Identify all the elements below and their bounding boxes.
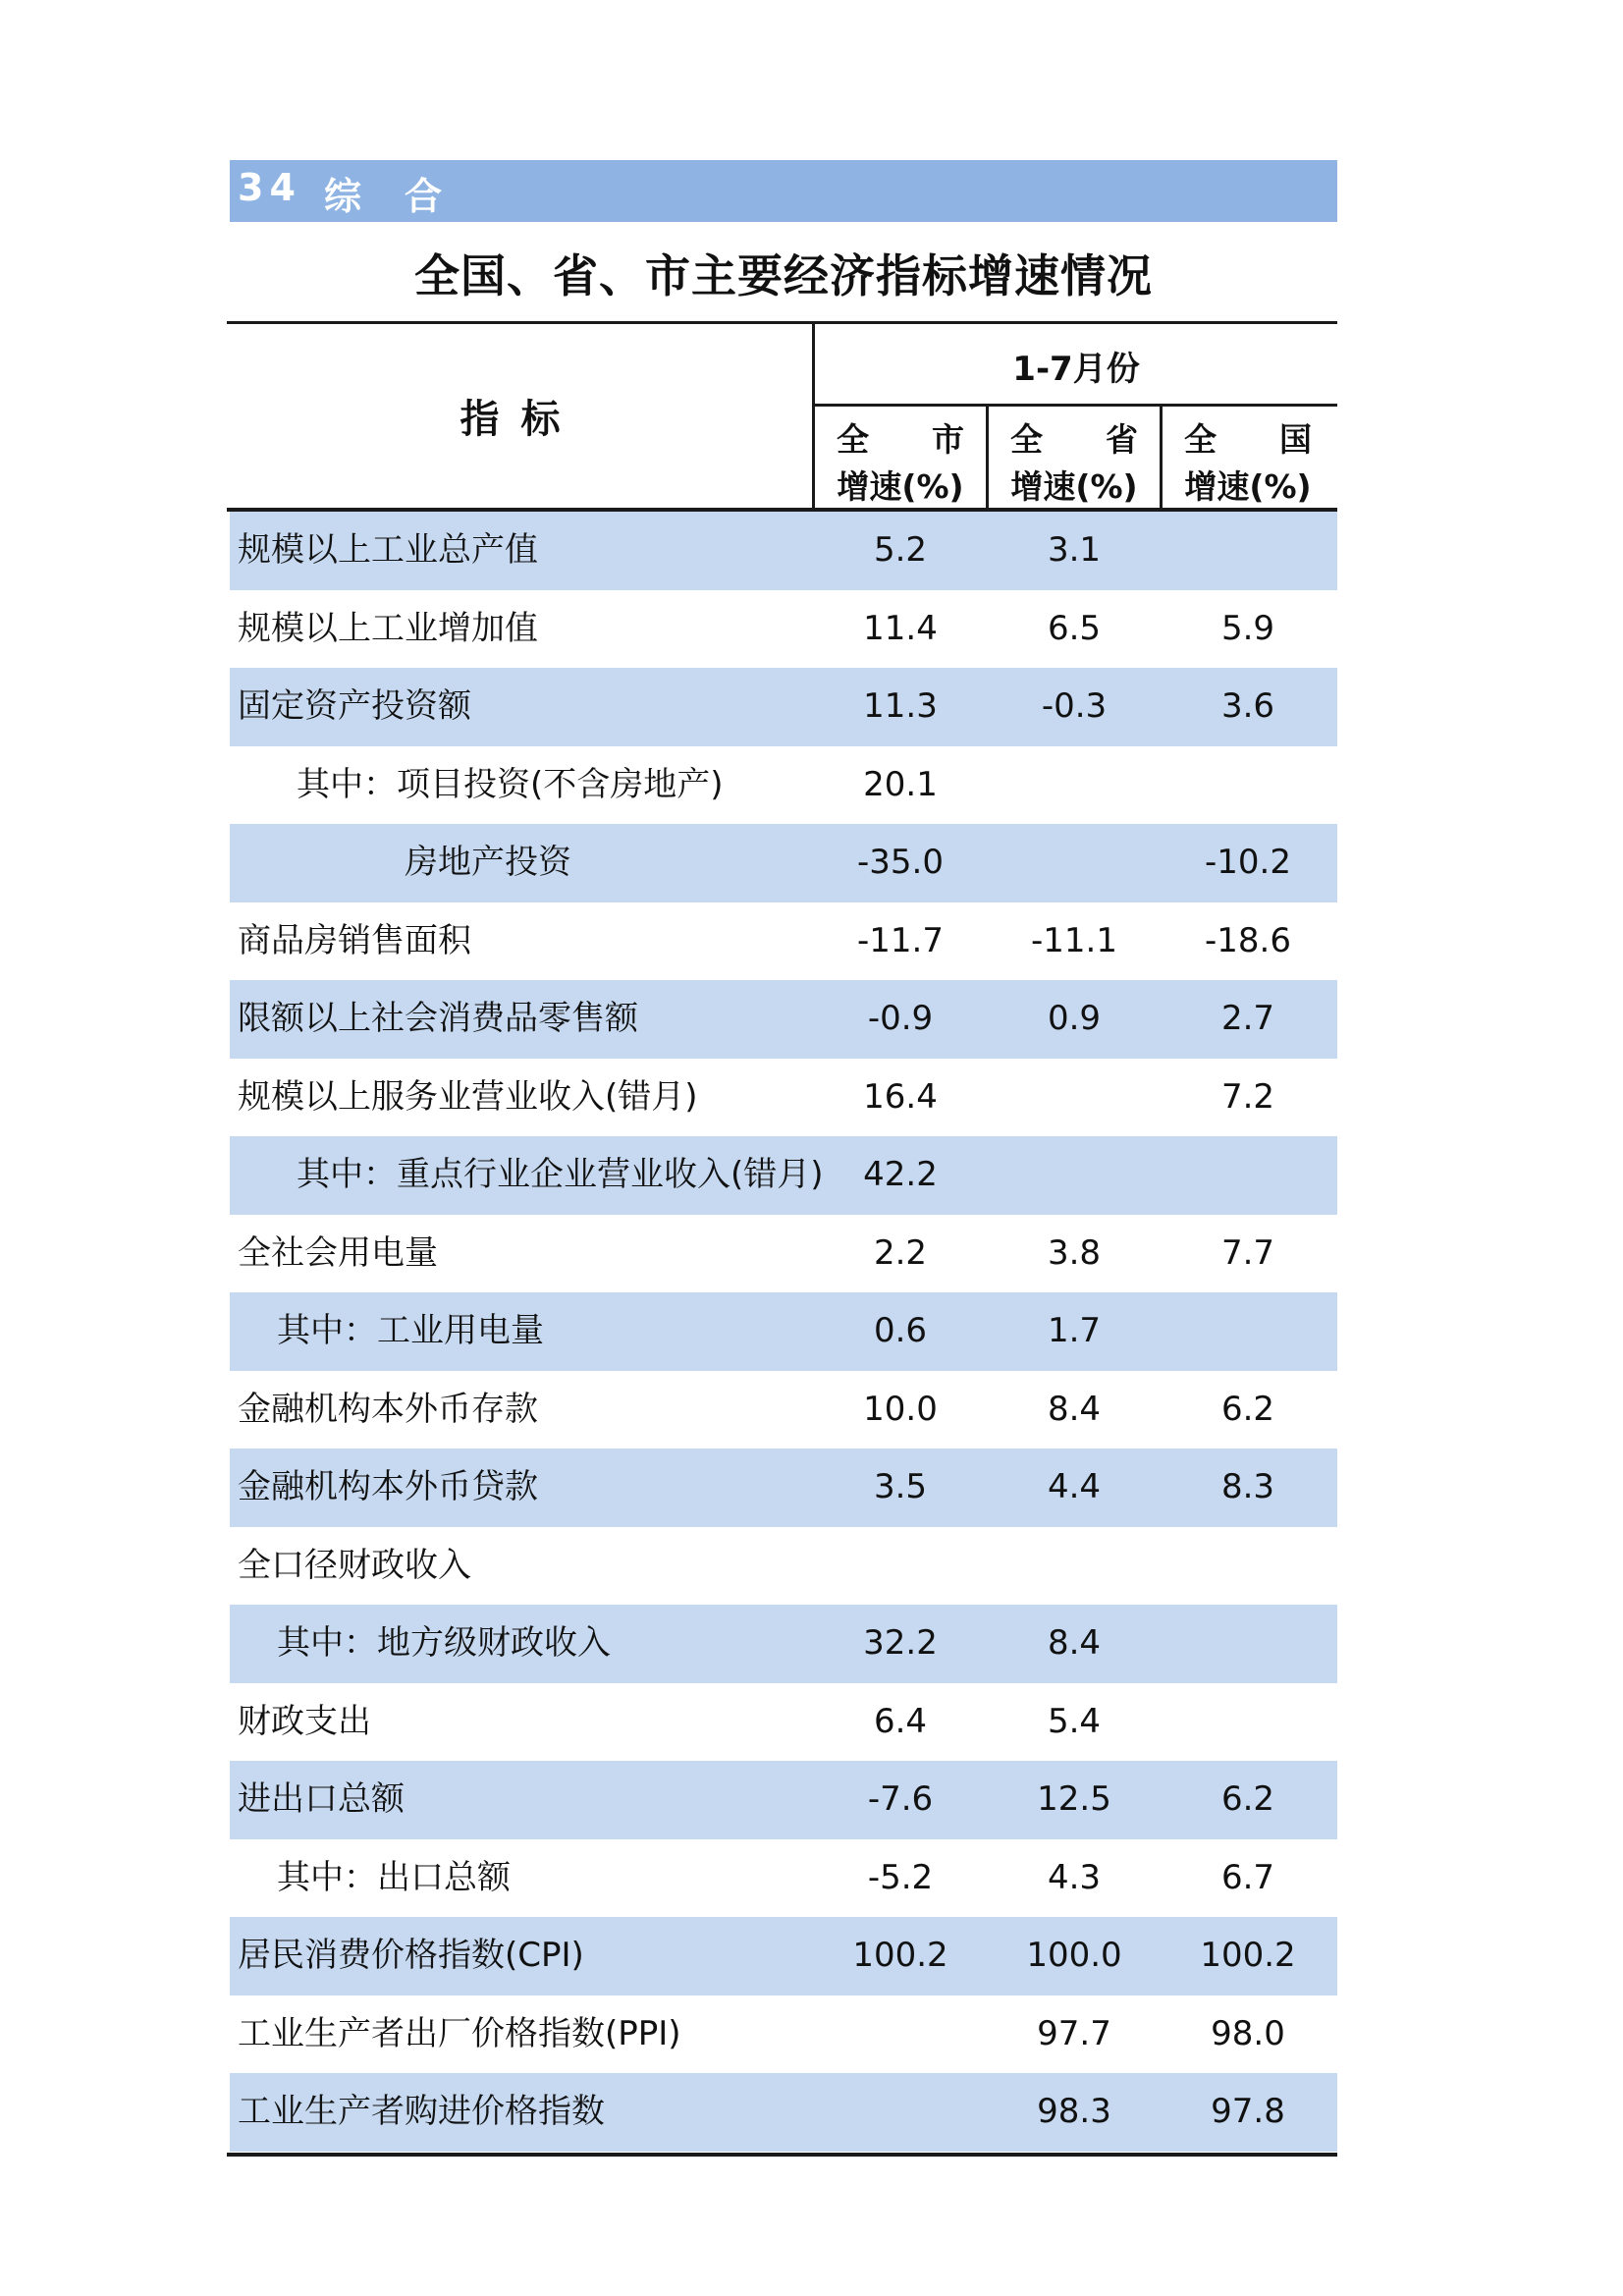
table-row — [230, 1683, 1337, 1762]
province-value: 8.4 — [1047, 1623, 1102, 1663]
header-subrule — [812, 404, 1337, 407]
city-value: 5.2 — [873, 530, 928, 570]
header-char: 省 — [1106, 420, 1138, 459]
city-value: 32.2 — [863, 1623, 938, 1663]
city-value: 100.2 — [852, 1936, 948, 1975]
province-value: 8.4 — [1047, 1389, 1102, 1429]
table-row — [230, 1605, 1337, 1683]
nation-value: 6.7 — [1220, 1857, 1275, 1897]
header-char: 国 — [1279, 420, 1312, 459]
indicator-name: 财政支出 — [238, 1701, 371, 1741]
province-value: -0.3 — [1041, 686, 1108, 726]
province-value: -11.1 — [1031, 920, 1117, 960]
table-row — [230, 1215, 1337, 1293]
indicator-name: 其中：项目投资(不含房地产) — [297, 764, 724, 804]
table-row — [230, 1059, 1337, 1137]
city-value: 11.3 — [863, 686, 938, 726]
indicator-name: 全口径财政收入 — [238, 1545, 471, 1585]
city-value — [815, 1995, 986, 2074]
table-row — [230, 824, 1337, 902]
indicator-name: 限额以上社会消费品零售额 — [238, 999, 638, 1038]
table-row — [230, 1371, 1337, 1449]
city-value: 3.5 — [873, 1467, 928, 1506]
nation-value: 7.2 — [1220, 1076, 1275, 1117]
city-value — [815, 2073, 986, 2152]
province-value — [989, 746, 1160, 825]
province-value: 97.7 — [1037, 2013, 1111, 2053]
city-value: 16.4 — [863, 1076, 938, 1117]
table-row — [230, 1292, 1337, 1371]
indicator-name: 固定资产投资额 — [238, 686, 471, 726]
city-value: 0.6 — [873, 1311, 928, 1350]
nation-value: 98.0 — [1211, 2013, 1285, 2053]
nation-value — [1163, 1683, 1333, 1762]
header-unit: 增速(%) — [837, 467, 964, 506]
city-value: 11.4 — [863, 608, 938, 648]
section-header-band — [230, 160, 1337, 222]
city-value: -0.9 — [867, 999, 934, 1038]
table-row — [230, 902, 1337, 981]
nation-column-header — [1163, 412, 1333, 507]
province-value: 1.7 — [1047, 1311, 1102, 1350]
indicator-name: 金融机构本外币存款 — [238, 1389, 538, 1429]
indicator-column-header: 指标 — [460, 397, 582, 442]
indicator-name: 规模以上工业总产值 — [238, 530, 538, 570]
header-unit: 增速(%) — [1010, 467, 1138, 506]
nation-value — [1163, 746, 1333, 825]
nation-value: 6.2 — [1220, 1389, 1275, 1429]
nation-value: -10.2 — [1205, 843, 1291, 882]
table-row — [230, 512, 1337, 590]
indicator-name: 其中：工业用电量 — [277, 1311, 544, 1350]
header-char: 全 — [1184, 420, 1217, 459]
indicator-name: 商品房销售面积 — [238, 920, 471, 960]
province-value — [989, 1136, 1160, 1215]
indicator-name: 房地产投资 — [405, 843, 571, 882]
nation-value: -18.6 — [1205, 920, 1291, 960]
table-row — [230, 1917, 1337, 1995]
city-value: -11.7 — [857, 920, 944, 960]
nation-value — [1163, 1605, 1333, 1683]
table-row — [230, 590, 1337, 669]
province-value: 5.4 — [1047, 1701, 1102, 1741]
city-value: 2.2 — [873, 1232, 928, 1273]
table-row — [230, 746, 1337, 825]
province-column-header — [989, 412, 1160, 507]
indicator-name: 规模以上工业增加值 — [238, 608, 538, 648]
indicator-name: 金融机构本外币贷款 — [238, 1467, 538, 1506]
province-value — [989, 1059, 1160, 1137]
indicator-name: 其中：出口总额 — [277, 1857, 511, 1897]
indicator-name: 工业生产者出厂价格指数(PPI) — [238, 2013, 681, 2053]
table-row — [230, 1449, 1337, 1527]
header-char: 全 — [837, 420, 869, 459]
province-value: 3.8 — [1047, 1232, 1102, 1273]
nation-value: 7.7 — [1220, 1232, 1275, 1273]
indicator-name: 规模以上服务业营业收入(错月) — [238, 1076, 698, 1117]
indicator-name: 其中：地方级财政收入 — [277, 1623, 611, 1663]
province-value: 6.5 — [1047, 608, 1102, 648]
city-value: 20.1 — [863, 764, 938, 804]
table-row — [230, 980, 1337, 1059]
section-title: 综合 — [324, 175, 486, 218]
period-header: 1-7月份 — [1012, 350, 1140, 389]
nation-value — [1163, 1292, 1333, 1371]
indicator-name: 其中：重点行业企业营业收入(错月) — [297, 1155, 824, 1194]
province-value: 4.3 — [1047, 1857, 1102, 1897]
table-bottom-rule — [227, 2153, 1337, 2157]
nation-value: 100.2 — [1200, 1936, 1296, 1975]
table-row — [230, 2073, 1337, 2152]
nation-value: 3.6 — [1220, 686, 1275, 726]
indicator-name: 进出口总额 — [238, 1779, 405, 1819]
header-unit: 增速(%) — [1184, 467, 1312, 506]
header-char: 全 — [1010, 420, 1043, 459]
nation-value — [1163, 512, 1333, 590]
table-row — [230, 1136, 1337, 1215]
table-row — [230, 1527, 1337, 1606]
city-value: -35.0 — [857, 843, 944, 882]
nation-value: 5.9 — [1220, 608, 1275, 648]
table-row — [230, 1839, 1337, 1918]
nation-value — [1163, 1527, 1333, 1606]
nation-value: 2.7 — [1220, 999, 1275, 1038]
city-value — [815, 1527, 986, 1606]
indicator-table-body — [230, 512, 1337, 2152]
city-value: -5.2 — [867, 1857, 934, 1897]
indicator-name: 工业生产者购进价格指数 — [238, 2092, 605, 2131]
city-value: -7.6 — [867, 1779, 934, 1819]
city-value: 6.4 — [873, 1701, 928, 1741]
table-top-rule — [227, 321, 1337, 324]
nation-value: 6.2 — [1220, 1779, 1275, 1819]
city-column-header — [815, 412, 986, 507]
section-number: 34 — [238, 166, 301, 209]
table-row — [230, 1995, 1337, 2074]
table-row — [230, 1761, 1337, 1839]
nation-value: 8.3 — [1220, 1467, 1275, 1506]
city-value: 10.0 — [863, 1389, 938, 1429]
province-value: 3.1 — [1047, 530, 1102, 570]
city-value: 42.2 — [863, 1155, 938, 1194]
province-value — [989, 824, 1160, 902]
indicator-name: 居民消费价格指数(CPI) — [238, 1936, 584, 1975]
province-value: 12.5 — [1037, 1779, 1111, 1819]
indicator-name: 全社会用电量 — [238, 1232, 438, 1273]
nation-value: 97.8 — [1211, 2092, 1285, 2131]
province-value — [989, 1527, 1160, 1606]
header-char: 市 — [932, 420, 964, 459]
province-value: 98.3 — [1037, 2092, 1111, 2131]
province-value: 100.0 — [1026, 1936, 1122, 1975]
table-row — [230, 668, 1337, 746]
page-title: 全国、省、市主要经济指标增速情况 — [414, 249, 1153, 302]
province-value: 4.4 — [1047, 1467, 1102, 1506]
province-value: 0.9 — [1047, 999, 1102, 1038]
nation-value — [1163, 1136, 1333, 1215]
